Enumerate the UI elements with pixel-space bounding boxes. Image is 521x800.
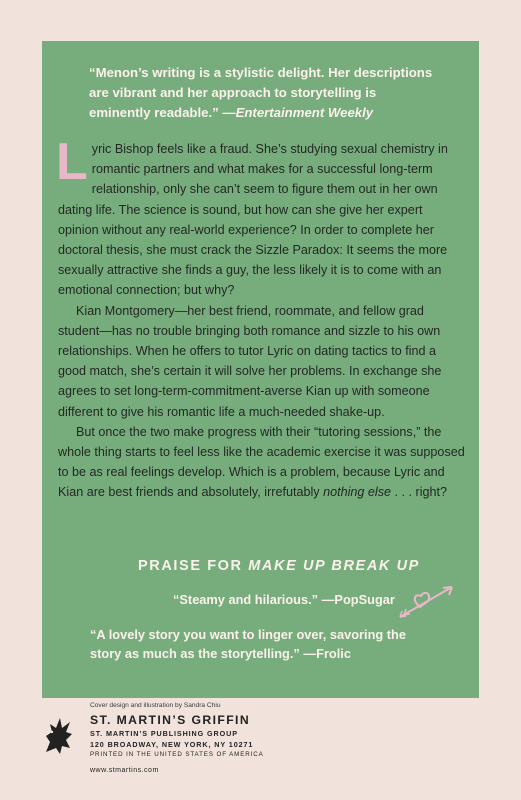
publisher-url[interactable]: www.stmartins.com [90,767,159,774]
synopsis-p3-b: . . . right? [391,485,448,500]
synopsis [56,133,466,503]
publisher-block [90,713,264,758]
printed-in: PRINTED IN THE UNITED STATES OF AMERICA [90,751,264,758]
synopsis-p1-text: yric Bishop feels like a fraud. She’s studying sexual chemistry in romantic partners and what makes for a successful long-term relationship, only she can’t seem to figure them out in her own dating life. The science is sound, but how can she give her expert opinion without any real-world experience? In order to complete her doctoral thesis, she must crack the Sizzle Paradox: It seems the more sexually attractive she finds a guy, the less likely it is to come with an emotional connection; but why? [58,142,448,298]
praise-heading-prefix: PRAISE FOR [138,558,249,574]
drop-cap: L [56,133,88,191]
synopsis-p3-emphasis: nothing else [323,485,392,500]
synopsis-paragraph-1 [56,133,466,301]
synopsis-paragraph-3 [58,422,466,503]
praise-quote-2: “A lovely story you want to linger over, savoring the story as much as the storytelling.” —Frolic [90,627,406,661]
praise-quote-1: “Steamy and hilarious.” —PopSugar [173,592,395,607]
top-blurb-quote: “Menon’s writing is a stylistic delight. Her descriptions are vibrant and her approach to storytelling is eminently readable.” — [89,65,433,120]
top-blurb-source: Entertainment Weekly [235,105,374,120]
back-cover-panel [42,41,479,698]
top-blurb [89,63,439,123]
synopsis-paragraph-2: Kian Montgomery—her best friend, roommate, and fellow grad student—has no trouble bringing both romance and sizzle to his own relationships. When he offers to tutor Lyric on dating tactics to find a good match, she’s certain it will solve her problems. In exchange she agrees to set long-term-commitment-averse Kian up with someone different to give his romantic life a much-needed shake-up. [58,303,442,419]
synopsis-p3-a: But once the two make progress with their “tutoring sessions,” the whole thing starts to feel less like the academic exercise it was supposed to be as real feelings develop. Which is a problem, because Lyric and Kian are best friends and absolutely, irrefutably [58,424,465,500]
griffin-logo-icon [40,712,78,758]
publisher-group: ST. MARTIN’S PUBLISHING GROUP [90,729,238,738]
publisher-name: ST. MARTIN’S GRIFFIN [90,713,251,727]
praise-heading [138,558,438,574]
praise-heading-title: MAKE UP BREAK UP [248,558,420,574]
publisher-address: 120 BROADWAY, NEW YORK, NY 10271 [90,740,254,749]
cover-credit: Cover design and illustration by Sandra Chiu [90,702,221,709]
